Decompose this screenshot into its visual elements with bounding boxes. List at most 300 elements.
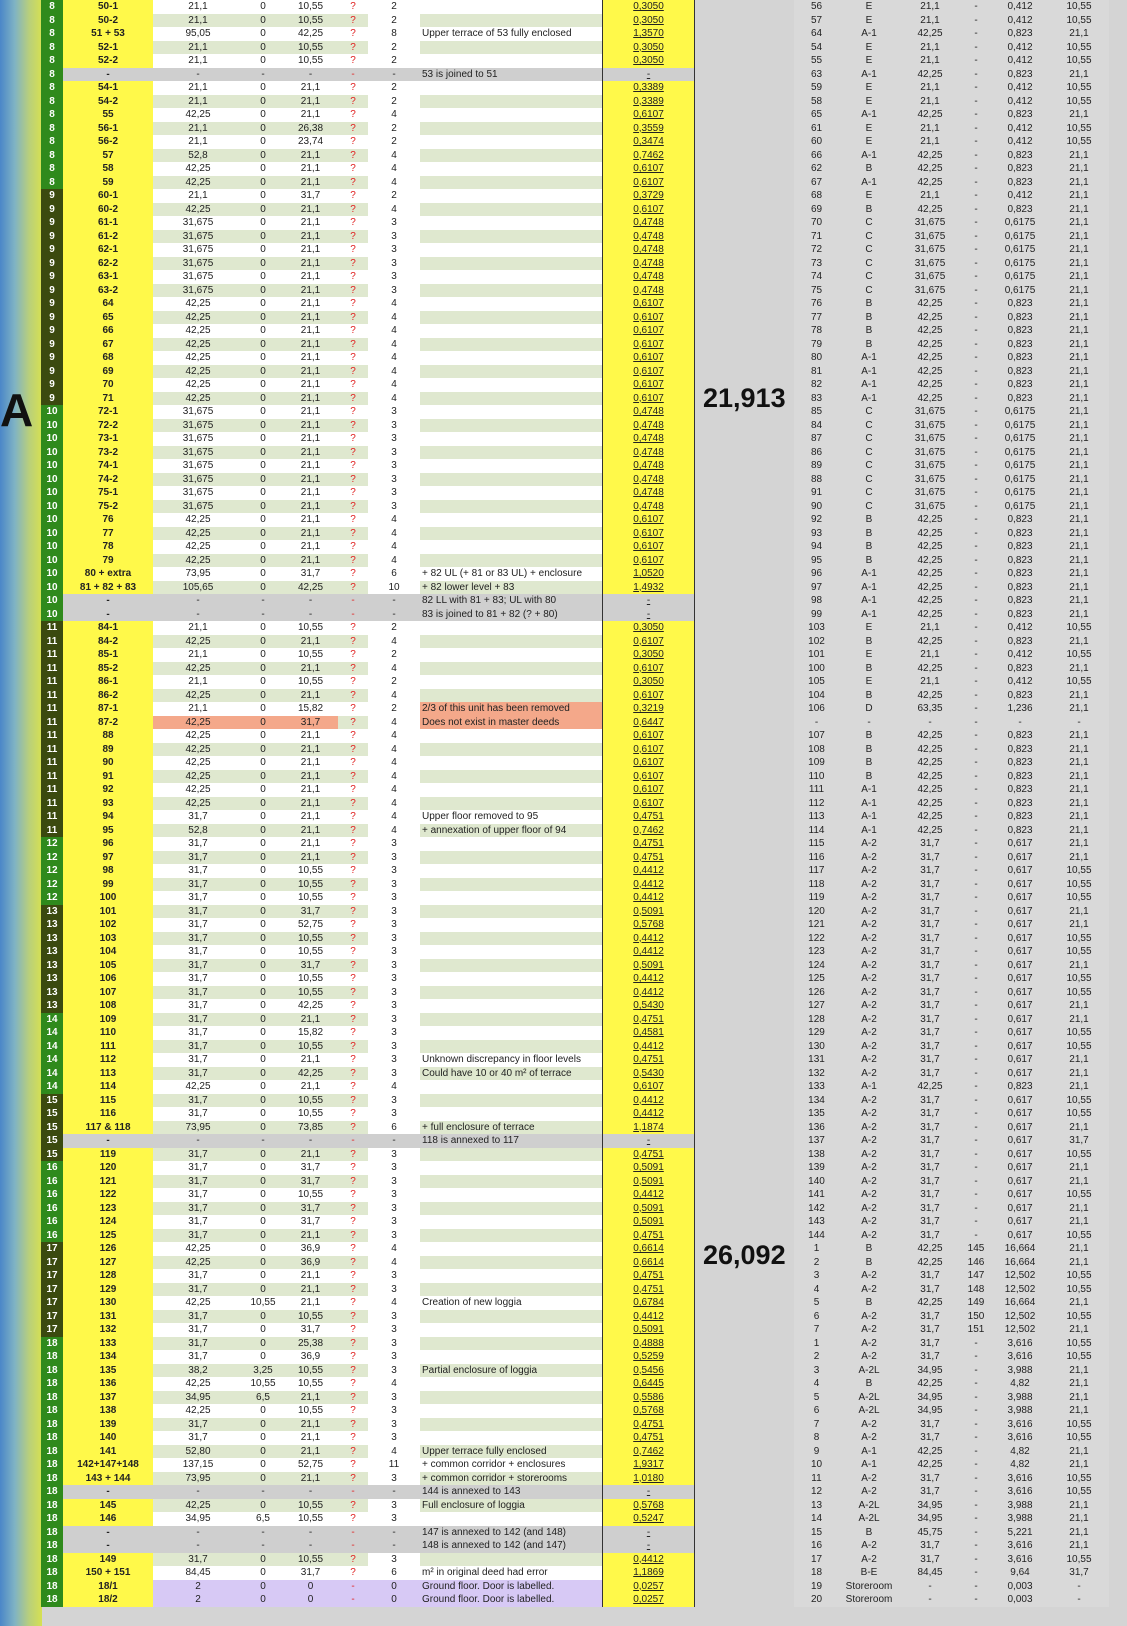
type-cell: Storeroom [839,1593,899,1607]
notes-cell [420,1229,602,1243]
deed-terrace-cell: 21,1 [1049,905,1109,919]
floor-cell: 13 [41,959,63,973]
area-cell: 42,25 [153,729,243,743]
people-cell: 3 [368,473,420,487]
table-row [0,1418,1127,1432]
extra-cell: - [961,554,991,568]
type-cell: A-2 [839,1337,899,1351]
table-row [0,689,1127,703]
status-cell: ? [338,1377,368,1391]
ref-number-cell: 13 [794,1499,839,1513]
type-cell: A-2 [839,1134,899,1148]
deed-area-cell: 42,25 [899,108,961,122]
terrace-cell: 73,85 [283,1121,338,1135]
people-cell: 4 [368,176,420,190]
loggia-cell: 0 [243,702,283,716]
people-cell: 2 [368,41,420,55]
table-row [0,986,1127,1000]
coefficient-cell: 0,7462 [602,149,695,163]
loggia-cell: 0 [243,243,283,257]
deed-terrace-cell: 21,1 [1049,1013,1109,1027]
notes-cell [420,189,602,203]
type-cell: A-1 [839,68,899,82]
deed-terrace-cell: 21,1 [1049,311,1109,325]
loggia-cell: 0 [243,1080,283,1094]
terrace-cell: 10,55 [283,1512,338,1526]
people-cell: 4 [368,1080,420,1094]
area-cell: 31,7 [153,945,243,959]
people-cell: 4 [368,311,420,325]
people-cell: 0 [368,1580,420,1594]
deed-terrace-cell: 21,1 [1049,918,1109,932]
ref-number-cell: 132 [794,1067,839,1081]
deed-terrace-cell: 21,1 [1049,459,1109,473]
type-cell: A-2 [839,1175,899,1189]
unit-cell: 79 [63,554,153,568]
notes-cell: + full enclosure of terrace [420,1121,602,1135]
people-cell: 4 [368,824,420,838]
deed-coef-cell: - [991,716,1049,730]
extra-cell: - [961,203,991,217]
notes-cell: Partial enclosure of loggia [420,1364,602,1378]
notes-cell [420,689,602,703]
loggia-cell: 0 [243,230,283,244]
terrace-cell: - [283,1526,338,1540]
unit-cell: 52-1 [63,41,153,55]
deed-area-cell: 31,7 [899,1337,961,1351]
type-cell: C [839,257,899,271]
deed-terrace-cell: 21,1 [1049,797,1109,811]
ref-number-cell: 89 [794,459,839,473]
extra-cell: - [961,270,991,284]
extra-cell: - [961,756,991,770]
loggia-cell: 0 [243,1323,283,1337]
deed-area-cell: 31,7 [899,1161,961,1175]
extra-cell: - [961,1080,991,1094]
type-cell: B-E [839,1566,899,1580]
loggia-cell: 0 [243,486,283,500]
people-cell: 4 [368,108,420,122]
terrace-cell: 26,38 [283,122,338,136]
notes-cell [420,783,602,797]
people-cell: 10 [368,581,420,595]
type-cell: A-1 [839,27,899,41]
ref-number-cell: 7 [794,1418,839,1432]
coefficient-cell: 0,5091 [602,1215,695,1229]
deed-terrace-cell: 21,1 [1049,1202,1109,1216]
deed-area-cell: 42,25 [899,824,961,838]
extra-cell: - [961,621,991,635]
table-row [0,1499,1127,1513]
deed-area-cell: 31,7 [899,1472,961,1486]
extra-cell: - [961,702,991,716]
loggia-cell: 0 [243,581,283,595]
unit-cell: 98 [63,864,153,878]
deed-coef-cell: 0,6175 [991,257,1049,271]
deed-terrace-cell: 21,1 [1049,999,1109,1013]
terrace-cell: 36,9 [283,1256,338,1270]
floor-cell: 9 [41,230,63,244]
area-cell: 2 [153,1593,243,1607]
floor-cell: 10 [41,405,63,419]
floor-cell: 9 [41,378,63,392]
area-cell: 31,7 [153,1175,243,1189]
coefficient-cell: 0,4412 [602,986,695,1000]
loggia-cell: 0 [243,14,283,28]
coefficient-cell: 0,5430 [602,999,695,1013]
deed-terrace-cell: 10,55 [1049,891,1109,905]
status-cell: ? [338,81,368,95]
deed-terrace-cell: 21,1 [1049,270,1109,284]
coefficient-cell: 0,3050 [602,0,695,14]
ref-number-cell: 125 [794,972,839,986]
deed-coef-cell: 0,823 [991,770,1049,784]
table-row [0,837,1127,851]
loggia-cell: 0 [243,1242,283,1256]
ref-number-cell: 94 [794,540,839,554]
unit-cell: 75-1 [63,486,153,500]
deed-area-cell: 42,25 [899,1296,961,1310]
table-row [0,311,1127,325]
floor-cell: 17 [41,1242,63,1256]
extra-cell: 148 [961,1283,991,1297]
notes-cell [420,662,602,676]
deed-terrace-cell: 10,55 [1049,95,1109,109]
area-cell: 42,25 [153,297,243,311]
extra-cell: - [961,932,991,946]
deed-area-cell: 42,25 [899,378,961,392]
terrace-cell: 42,25 [283,581,338,595]
area-cell: 31,675 [153,284,243,298]
floor-cell: 13 [41,986,63,1000]
unit-cell: - [63,1485,153,1499]
deed-area-cell: 31,7 [899,1323,961,1337]
deed-terrace-cell: 21,1 [1049,1499,1109,1513]
deed-coef-cell: 0,6175 [991,284,1049,298]
status-cell: ? [338,1296,368,1310]
unit-cell: 126 [63,1242,153,1256]
deed-area-cell: 63,35 [899,702,961,716]
people-cell: 3 [368,837,420,851]
floor-cell: 17 [41,1283,63,1297]
ref-number-cell: 136 [794,1121,839,1135]
extra-cell: - [961,513,991,527]
status-cell: ? [338,311,368,325]
terrace-cell: 21,1 [283,540,338,554]
unit-cell: 141 [63,1445,153,1459]
notes-cell [420,0,602,14]
area-cell: 42,25 [153,378,243,392]
coefficient-cell: 1,9317 [602,1458,695,1472]
notes-cell [420,621,602,635]
ref-number-cell: 64 [794,27,839,41]
people-cell: 3 [368,459,420,473]
status-cell: ? [338,743,368,757]
ref-number-cell: 74 [794,270,839,284]
floor-cell: 9 [41,243,63,257]
deed-terrace-cell: 21,1 [1049,162,1109,176]
table-row [0,1121,1127,1135]
deed-terrace-cell: 10,55 [1049,1350,1109,1364]
notes-cell [420,41,602,55]
notes-cell: 53 is joined to 51 [420,68,602,82]
notes-cell [420,1202,602,1216]
unit-cell: 86-2 [63,689,153,703]
status-cell: ? [338,1350,368,1364]
deed-coef-cell: 0,617 [991,1067,1049,1081]
ref-number-cell: 73 [794,257,839,271]
terrace-cell: - [283,594,338,608]
status-cell: ? [338,648,368,662]
extra-cell: 150 [961,1310,991,1324]
floor-cell: 14 [41,1040,63,1054]
deed-coef-cell: 0,617 [991,1094,1049,1108]
ref-number-cell: 100 [794,662,839,676]
deed-area-cell: 42,25 [899,635,961,649]
extra-cell: - [961,108,991,122]
deed-coef-cell: 0,823 [991,162,1049,176]
table-row [0,1350,1127,1364]
coefficient-cell: 0,3050 [602,621,695,635]
unit-cell: 130 [63,1296,153,1310]
area-cell: 42,25 [153,1377,243,1391]
unit-cell: 73-1 [63,432,153,446]
coefficient-cell: 0,3219 [602,702,695,716]
ref-number-cell: 1 [794,1242,839,1256]
deed-area-cell: - [899,1593,961,1607]
terrace-cell: 21,1 [283,513,338,527]
coefficient-cell: 0,6614 [602,1256,695,1270]
notes-cell [420,446,602,460]
unit-cell: 124 [63,1215,153,1229]
deed-area-cell: 31,7 [899,1215,961,1229]
deed-terrace-cell: 21,1 [1049,702,1109,716]
loggia-cell: 0 [243,1188,283,1202]
notes-cell [420,972,602,986]
loggia-cell: 0 [243,432,283,446]
floor-cell: 17 [41,1310,63,1324]
ref-number-cell: 5 [794,1391,839,1405]
loggia-cell: 0 [243,837,283,851]
terrace-cell: 0 [283,1580,338,1594]
deed-coef-cell: 0,412 [991,122,1049,136]
deed-coef-cell: 0,617 [991,1013,1049,1027]
ref-number-cell: 110 [794,770,839,784]
coefficient-cell: 0,4748 [602,432,695,446]
unit-cell: 104 [63,945,153,959]
deed-terrace-cell: 21,1 [1049,783,1109,797]
status-cell: ? [338,1067,368,1081]
area-cell: 21,1 [153,81,243,95]
area-cell: 21,1 [153,54,243,68]
area-cell: 31,7 [153,972,243,986]
coefficient-cell: 0,6107 [602,378,695,392]
status-cell: ? [338,203,368,217]
people-cell: 3 [368,284,420,298]
notes-cell [420,14,602,28]
deed-coef-cell: 0,823 [991,378,1049,392]
unit-cell: 128 [63,1269,153,1283]
table-row [0,1040,1127,1054]
notes-cell [420,311,602,325]
extra-cell: - [961,473,991,487]
status-cell: ? [338,243,368,257]
table-row [0,1242,1127,1256]
area-cell: 31,7 [153,999,243,1013]
notes-cell [420,986,602,1000]
loggia-cell: 0 [243,513,283,527]
coefficient-cell: 0,4748 [602,419,695,433]
terrace-cell: 10,55 [283,945,338,959]
extra-cell: - [961,500,991,514]
extra-cell: - [961,405,991,419]
table-row [0,257,1127,271]
type-cell: A-2 [839,891,899,905]
deed-terrace-cell: 21,1 [1049,297,1109,311]
status-cell: ? [338,1445,368,1459]
deed-coef-cell: 0,823 [991,392,1049,406]
status-cell: ? [338,689,368,703]
deed-coef-cell: 0,823 [991,810,1049,824]
notes-cell [420,338,602,352]
area-cell: 42,25 [153,783,243,797]
terrace-cell: - [283,1485,338,1499]
extra-cell: - [961,1013,991,1027]
people-cell: 4 [368,365,420,379]
ref-number-cell: 14 [794,1512,839,1526]
extra-cell: - [961,1337,991,1351]
coefficient-cell: 0,6107 [602,108,695,122]
loggia-cell: 0 [243,824,283,838]
table-row [0,554,1127,568]
area-cell: 21,1 [153,122,243,136]
notes-cell [420,1283,602,1297]
unit-cell: 61-1 [63,216,153,230]
status-cell: ? [338,527,368,541]
coefficient-cell: 0,6107 [602,783,695,797]
ref-number-cell: 92 [794,513,839,527]
table-row [0,1134,1127,1148]
deed-terrace-cell: 21,1 [1049,594,1109,608]
deed-coef-cell: 3,988 [991,1499,1049,1513]
notes-cell [420,1175,602,1189]
unit-cell: 72-2 [63,419,153,433]
type-cell: B [839,1526,899,1540]
notes-cell [420,1026,602,1040]
table-row [0,338,1127,352]
deed-area-cell: 42,25 [899,351,961,365]
floor-cell: 10 [41,473,63,487]
ref-number-cell: 127 [794,999,839,1013]
area-cell: 31,675 [153,473,243,487]
people-cell: 4 [368,635,420,649]
coefficient-cell: 0,6107 [602,797,695,811]
status-cell: ? [338,864,368,878]
deed-coef-cell: 3,616 [991,1418,1049,1432]
people-cell: 3 [368,1350,420,1364]
people-cell: - [368,1134,420,1148]
terrace-cell: 10,55 [283,621,338,635]
ref-number-cell: 80 [794,351,839,365]
terrace-cell: 21,1 [283,473,338,487]
notes-cell: 118 is annexed to 117 [420,1134,602,1148]
deed-terrace-cell: 21,1 [1049,851,1109,865]
type-cell: A-2 [839,905,899,919]
floor-cell: 15 [41,1121,63,1135]
notes-cell [420,1310,602,1324]
ref-number-cell: 84 [794,419,839,433]
table-row [0,743,1127,757]
ref-number-cell: 9 [794,1445,839,1459]
deed-area-cell: 42,25 [899,581,961,595]
floor-cell: 18 [41,1377,63,1391]
loggia-cell: 0 [243,716,283,730]
floor-cell: 12 [41,864,63,878]
terrace-cell: 21,1 [283,729,338,743]
people-cell: 3 [368,1337,420,1351]
coefficient-cell: 0,4412 [602,1188,695,1202]
people-cell: 11 [368,1458,420,1472]
area-cell: 31,675 [153,432,243,446]
area-cell: - [153,1485,243,1499]
unit-cell: 75-2 [63,500,153,514]
deed-terrace-cell: 10,55 [1049,1229,1109,1243]
status-cell: ? [338,554,368,568]
area-cell: 42,25 [153,770,243,784]
deed-coef-cell: 0,003 [991,1593,1049,1607]
status-cell: ? [338,1161,368,1175]
deed-terrace-cell: 10,55 [1049,1485,1109,1499]
coefficient-cell: - [602,608,695,622]
floor-cell: 9 [41,324,63,338]
terrace-cell: 21,1 [283,783,338,797]
terrace-cell: 10,55 [283,1310,338,1324]
people-cell: 3 [368,1013,420,1027]
deed-terrace-cell: 21,1 [1049,189,1109,203]
floor-cell: 18 [41,1526,63,1540]
extra-cell: - [961,959,991,973]
ref-number-cell: 4 [794,1283,839,1297]
deed-coef-cell: 0,617 [991,851,1049,865]
floor-cell: 16 [41,1202,63,1216]
deed-terrace-cell: 21,1 [1049,1364,1109,1378]
area-cell: 31,7 [153,1323,243,1337]
loggia-cell: 0 [243,945,283,959]
coefficient-cell: 0,6107 [602,662,695,676]
extra-cell: - [961,0,991,14]
table-row [0,108,1127,122]
type-cell: C [839,216,899,230]
floor-cell: 18 [41,1566,63,1580]
floor-cell: 18 [41,1391,63,1405]
extra-cell: - [961,378,991,392]
floor-cell: 18 [41,1350,63,1364]
notes-cell [420,1013,602,1027]
table-row [0,270,1127,284]
loggia-cell: 0 [243,41,283,55]
loggia-cell: 0 [243,1094,283,1108]
deed-coef-cell: 3,616 [991,1472,1049,1486]
area-cell: 42,25 [153,635,243,649]
ref-number-cell: 77 [794,311,839,325]
notes-cell [420,1350,602,1364]
deed-terrace-cell: 10,55 [1049,1418,1109,1432]
unit-cell: - [63,68,153,82]
deed-coef-cell: 0,6175 [991,459,1049,473]
notes-cell [420,473,602,487]
coefficient-cell: 0,6107 [602,338,695,352]
type-cell: A-2 [839,878,899,892]
